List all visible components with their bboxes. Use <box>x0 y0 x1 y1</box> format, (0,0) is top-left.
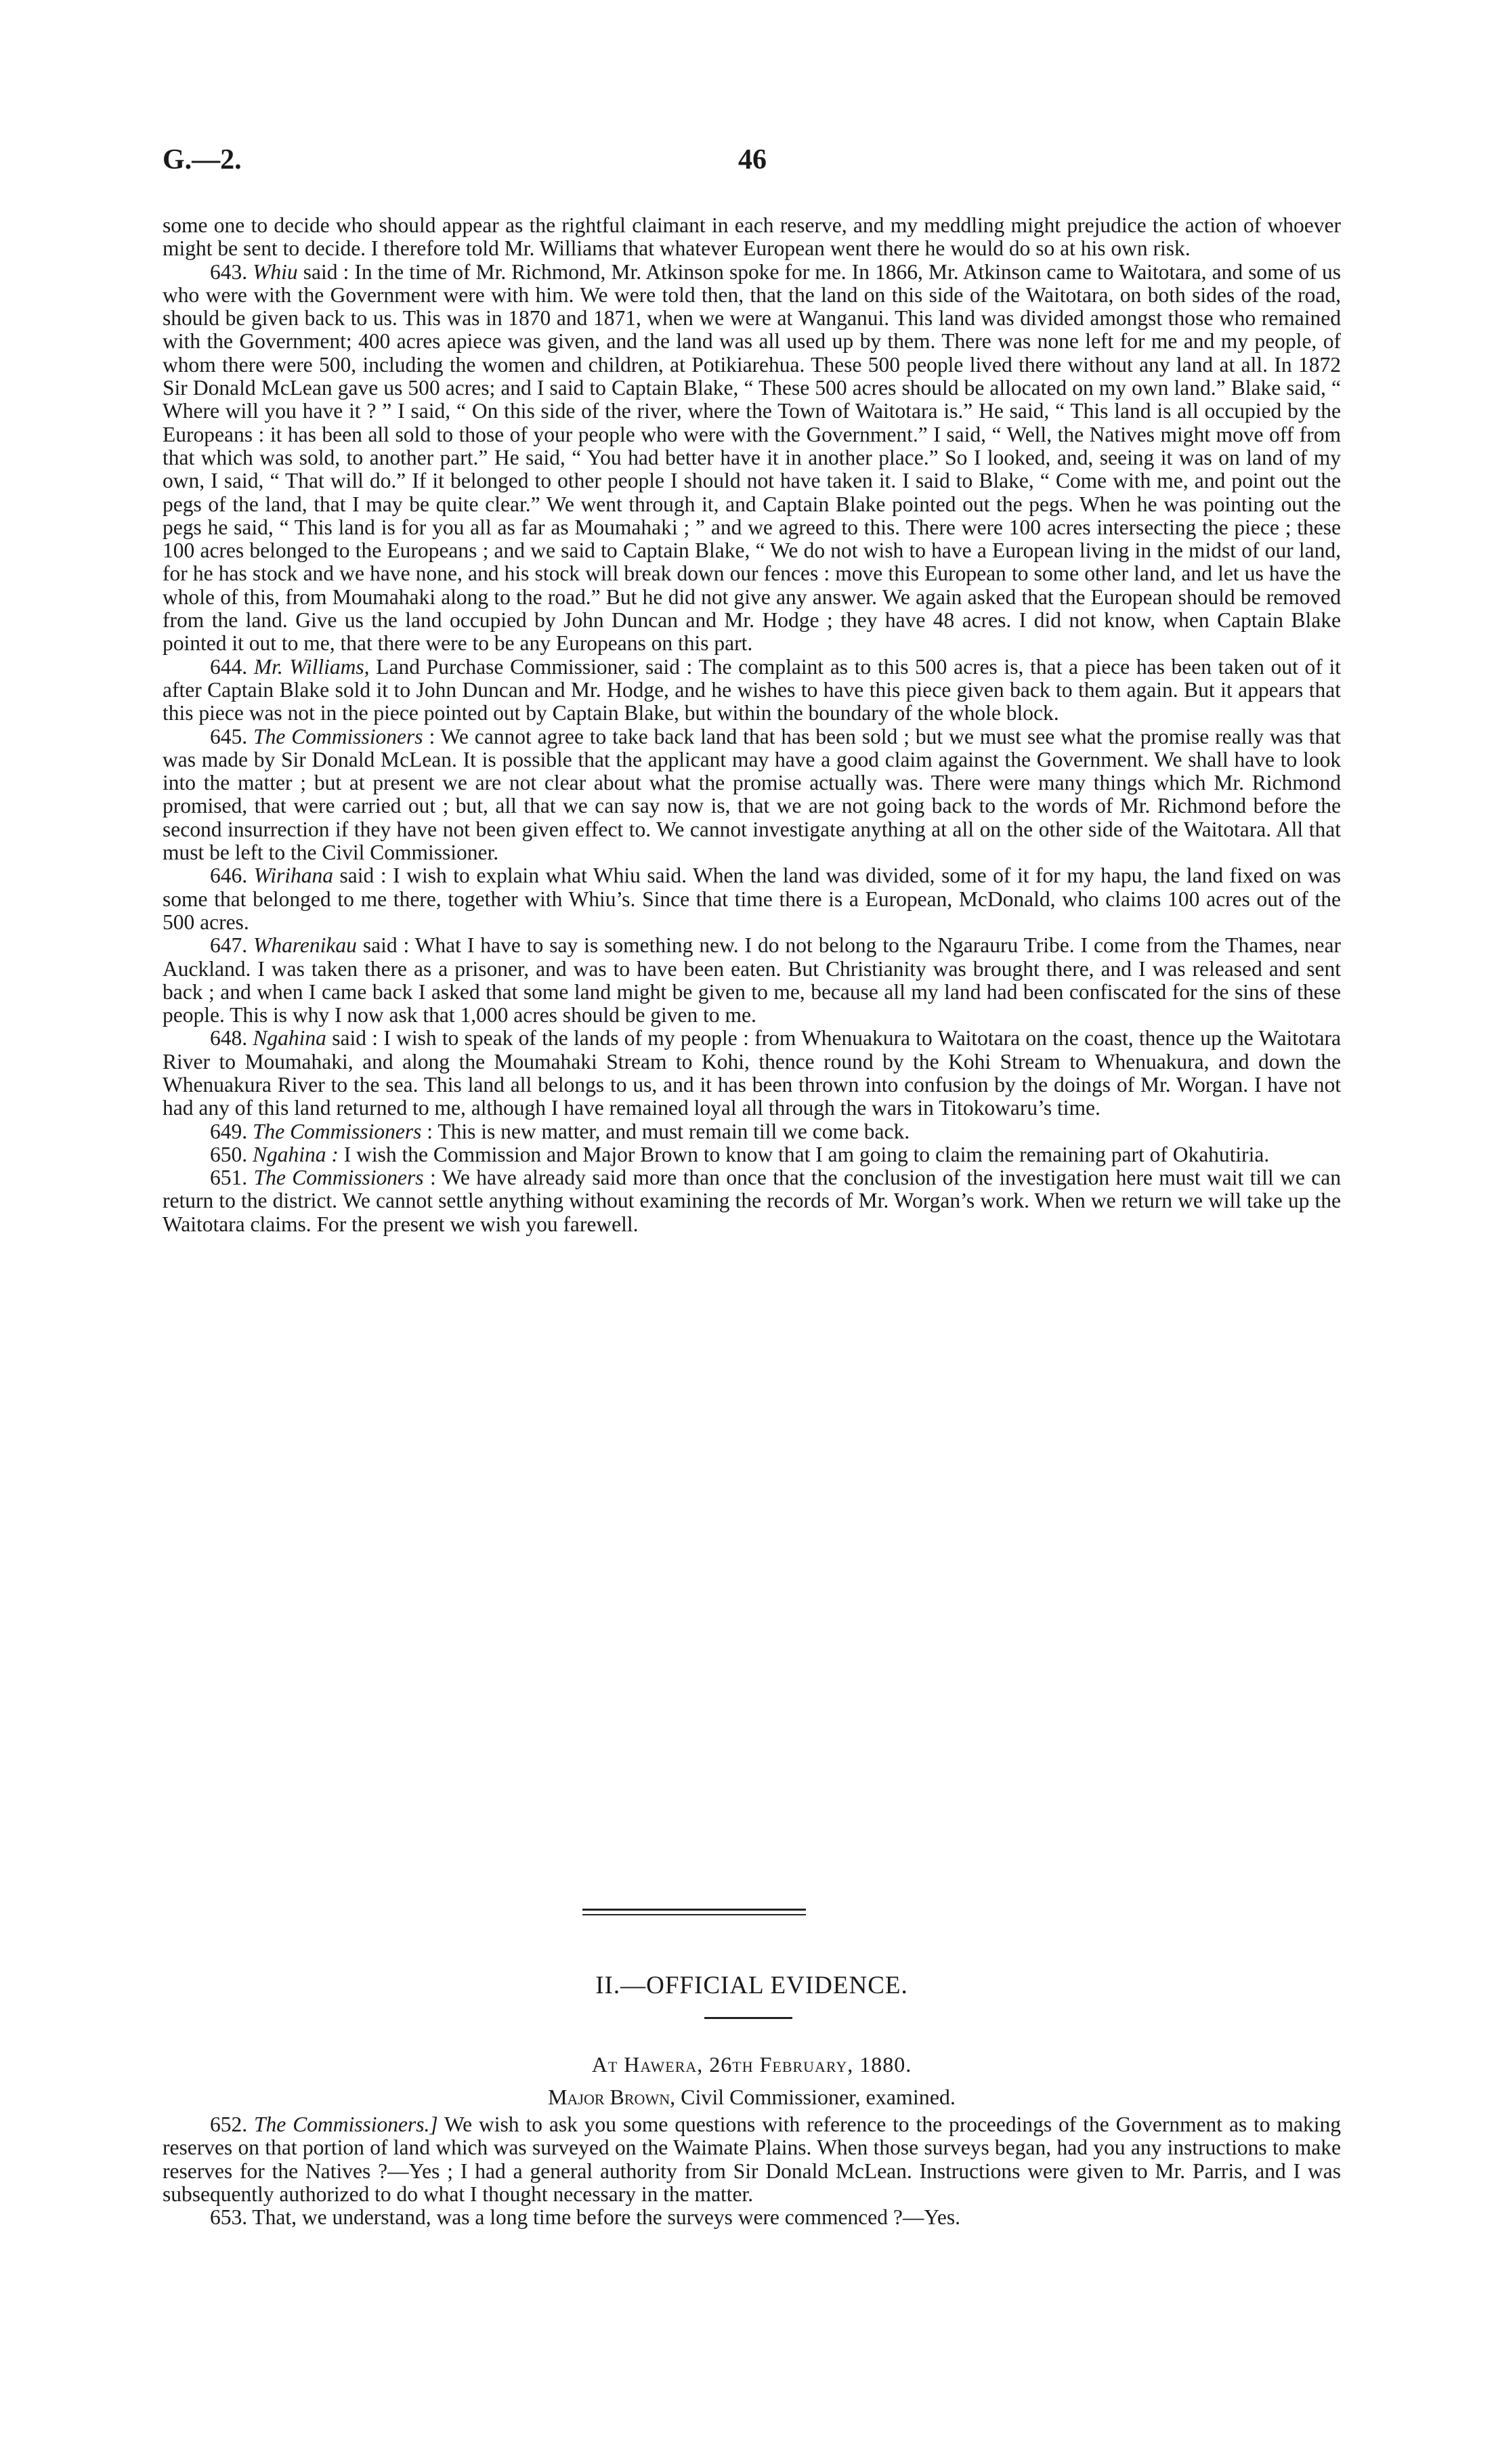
section-title: II.—OFFICIAL EVIDENCE. <box>595 1972 908 1999</box>
paragraph-number: 650. <box>210 1142 248 1166</box>
paragraph-643 <box>163 261 1341 656</box>
paragraph-text: said : What I have to say is something new. I do not belong to the Ngarauru Tribe. I come from the Thames, near Auckland. I was taken there as a prisoner, and was to have been eaten. But Christianity was brought there, and I was released and sent back ; and when I came back I asked that some land might be given to me, because all my land had been confiscated for the sins of these people. This is why I now ask that 1,000 acres should be given to me. <box>163 933 1341 1027</box>
paragraph-text: said : I wish to explain what Whiu said. When the land was divided, some of it for my hapu, the land fixed on was some that belonged to me there, together with Whiu’s. Since that time there is a European, McDonald, who claims 100 acres out of the 500 acres. <box>163 864 1342 934</box>
paragraph-text: : This is new matter, and must remain till we come back. <box>421 1119 910 1143</box>
paragraph-text: : We have already said more than once that the conclusion of the investigation here must wait till we can return to the district. We cannot settle anything without examining the records of Mr. Worgan’s work. When we return we will take up the Waitotara claims. For the present we wish you farewell. <box>163 1166 1341 1236</box>
speaker-name: Wirihana <box>253 864 333 888</box>
paragraph-645 <box>163 725 1341 865</box>
paragraph-650 <box>163 1143 1341 1166</box>
paragraph-number: 646. <box>210 864 248 888</box>
paragraph-652 <box>163 2113 1341 2206</box>
paragraph-text: That, we understand, was a long time before the surveys were commenced ?—Yes. <box>247 2205 961 2230</box>
section-divider <box>582 1909 806 1915</box>
paragraph-number: 652. <box>210 2112 248 2136</box>
paragraph-text: said : In the time of Mr. Richmond, Mr. Atkinson spoke for me. In 1866, Mr. Atkinson came to Waitotara, and some of us who were with the Government were with him. We were told then, that the land on this side of the Waitotara, on both sides of the road, should be given back to us. This was in 1870 and 1871, when we were at Wanganui. This land was divided amongst those who remained with the Government; 400 acres apiece was given, and the land was all used up by them. There was none left for me and my people, of whom there were 500, including the women and children, at Potikiarehua. These 500 people lived there without any land at all. In 1872 Sir Donald McLean gave us 500 acres; and I said to Captain Blake, “ These 500 acres should be allocated on my own land.” Blake said, “ Where will you have it ? ” I said, “ On this side of the river, where the Town of Waitotara is.” He said, “ This land is all occupied by the Europeans : it has been all sold to those of your people who were with the Government.” I said, “ Well, the Natives might move off from that which was sold, to another part.” He said, “ You had better have it in another place.” So I looked, and, seeing it was on land of my own, I said, “ That will do.” If it belonged to other people I should not have taken it. I said to Blake, “ Come with me, and point out the pegs of the land, that I may be quite clear.” We went through it, and Captain Blake pointed out the pegs. When he was pointing out the pegs he said, “ This land is for you all as far as Moumahaki ; ” and we agreed to this. There were 100 acres intersecting the piece ; these 100 acres belonged to the Europeans ; and we said to Captain Blake, “ We do not wish to have a European living in the midst of our land, for he has stock and we have none, and his stock will break down our fences : move this European to some other land, and let us have the whole of this, from Moumahaki along to the road.” But he did not give any answer. We again asked that the European should be removed from the land. Give us the land occupied by John Duncan and Mr. Hodge ; they have 48 acres. I did not know, when Captain Blake pointed it out to me, that there were to be any Europeans on this part. <box>163 259 1341 656</box>
paragraph-number: 645. <box>210 724 248 748</box>
main-body-text <box>163 214 1341 1236</box>
speaker-name: Ngahina <box>253 1026 326 1050</box>
paragraph-648 <box>163 1027 1341 1120</box>
paragraph-649 <box>163 1120 1341 1143</box>
speaker-name: Mr. Williams, <box>253 654 370 679</box>
paragraph-number: 643. <box>210 259 248 284</box>
short-divider <box>704 2017 792 2019</box>
paragraph-number: 653. <box>210 2205 248 2230</box>
paragraph-number: 647. <box>210 933 248 958</box>
witness-role: Civil Commissioner, examined. <box>675 2085 956 2109</box>
paragraph-647 <box>163 934 1341 1027</box>
document-reference: G.—2. <box>163 144 242 175</box>
paragraph-text: some one to decide who should appear as the rightful claimant in each reserve, and my meddling might prejudice the action of whoever might be sent to decide. I therefore told Mr. Williams that whatever European went there he would do so at his own risk. <box>163 213 1341 261</box>
paragraph-text: I wish the Commission and Major Brown to know that I am going to claim the remaining part of Okahutiria. <box>338 1142 1270 1166</box>
paragraph-644 <box>163 656 1341 725</box>
paragraph-number: 644. <box>210 654 248 679</box>
paragraph-text: Land Purchase Commissioner, said : The complaint as to this 500 acres is, that a piece has been taken out of it after Captain Blake sold it to John Duncan and Mr. Hodge, and he wishes to have this piece given back to them again. But it appears that this piece was not in the piece pointed out by Captain Blake, but within the boundary of the whole block. <box>163 654 1342 725</box>
speaker-name: Ngahina : <box>253 1142 339 1166</box>
witness-line <box>163 2085 1341 2110</box>
paragraph-number: 651. <box>210 1166 248 1190</box>
speaker-name: Wharenikau <box>253 933 357 958</box>
divider-thick-line <box>582 1909 806 1911</box>
paragraph-651 <box>163 1166 1341 1236</box>
speaker-name: Whiu <box>253 259 298 284</box>
paragraph-number: 648. <box>210 1026 248 1050</box>
paragraph-653 <box>163 2206 1341 2229</box>
speaker-name: The Commissioners <box>253 1166 424 1190</box>
paragraph-text: said : I wish to speak of the lands of my people : from Whenuakura to Waitotara on the coast, thence up the Waitotara River to Moumahaki, and along the Moumahaki Stream to Kohi, thence round by the Kohi Stream to Whenuakura, and down the Whenuakura River to the sea. This land all belongs to us, and it has been thrown into confusion by the doings of Mr. Worgan. I have not had any of this land returned to me, although I have remained loyal all through the wars in Titokowaru’s time. <box>163 1026 1341 1120</box>
paragraph-text: We wish to ask you some questions with reference to the proceedings of the Government as to making reserves on that portion of land which was surveyed on the Waimate Plains. When those surveys began, had you any instructions to make reserves for the Natives ?—Yes ; I had a general authority from Sir Donald McLean. Instructions were given to Mr. Parris, and I was subsequently authorized to do what I thought necessary in the matter. <box>163 2112 1341 2206</box>
paragraph-continued <box>163 214 1341 261</box>
witness-name: Major Brown, <box>548 2085 676 2109</box>
place-date-line: At Hawera, 26th February, 1880. <box>591 2052 912 2077</box>
page-header <box>163 144 1341 184</box>
divider-thin-line <box>582 1914 806 1915</box>
paragraph-text: : We cannot agree to take back land that has been sold ; but we must see what the promise really was that was made by Sir Donald McLean. It is possible that the applicant may have a good claim against the Government. We shall have to look into the matter ; but at present we are not clear about what the promise actually was. There were many things which Mr. Richmond promised, that were carried out ; but, all that we can say now is, that we are not going back to the words of Mr. Richmond before the second insurrection if they have not been given effect to. We cannot investigate anything at all on the other side of the Waitotara. All that must be left to the Civil Commissioner. <box>163 724 1342 865</box>
speaker-name: The Commissioners.] <box>254 2112 438 2136</box>
speaker-name: The Commissioners <box>253 724 423 748</box>
paragraph-number: 649. <box>210 1119 248 1143</box>
page-number: 46 <box>738 144 767 175</box>
paragraph-646 <box>163 864 1341 934</box>
official-evidence-text <box>163 2113 1341 2229</box>
speaker-name: The Commissioners <box>253 1119 422 1143</box>
